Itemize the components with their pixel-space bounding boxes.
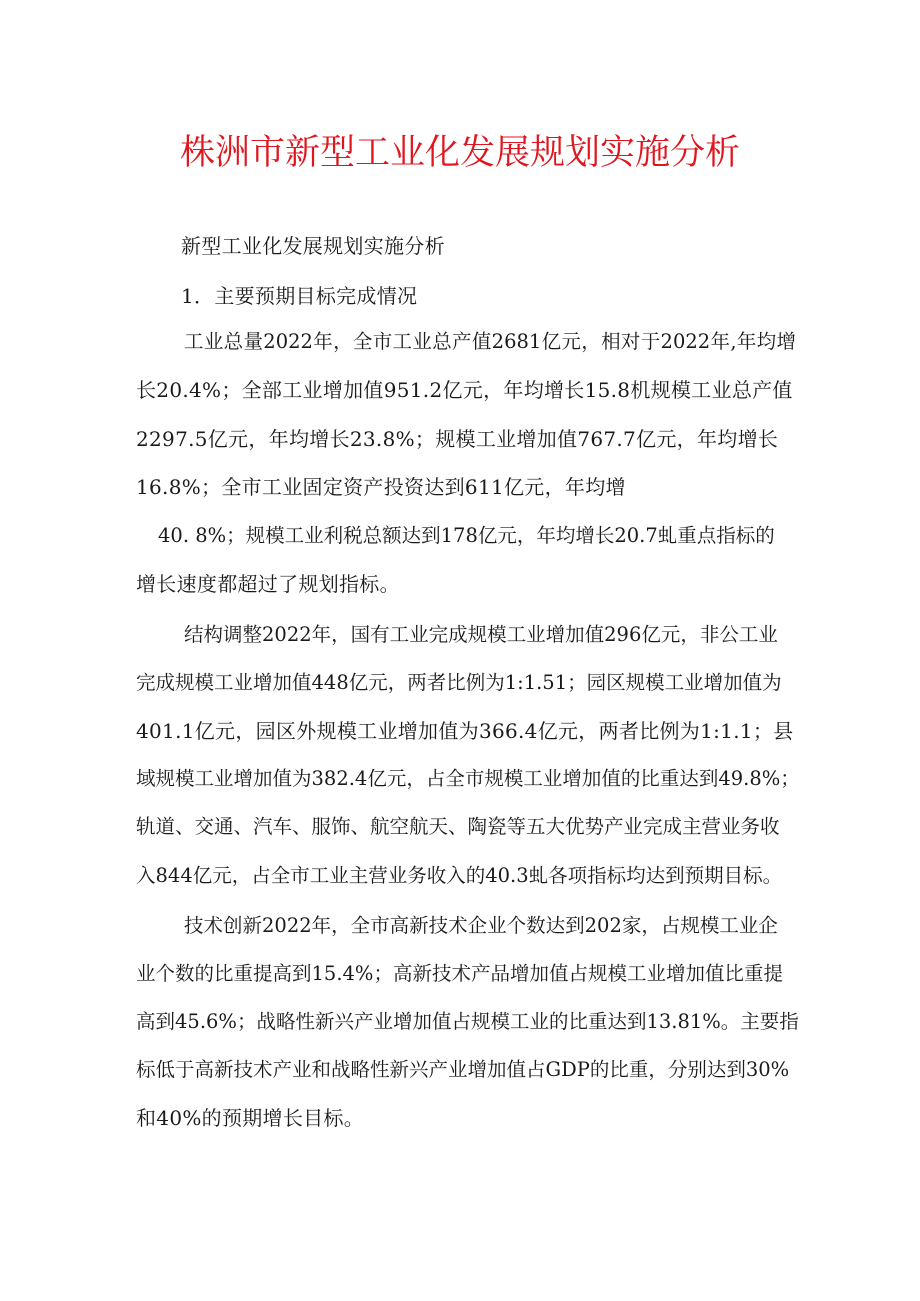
document-title: 株洲市新型工业化发展规划实施分析	[179, 133, 740, 173]
paragraph-line: 工业总量2022年，全市工业总产值2681亿元，相对于2022年,年均增	[184, 330, 796, 353]
paragraph-line: 长20.4%；全部工业增加值951.2亿元，年均增长15.8机规模工业总产值	[136, 378, 793, 402]
paragraph-line: 和40%的预期增长目标。	[136, 1106, 365, 1130]
paragraph-line: 域规模工业增加值为382.4亿元，占全市规模工业增加值的比重达到49.8%；	[136, 767, 800, 790]
paragraph-line: 轨道、交通、汽车、服饰、航空航天、陶瓷等五大优势产业完成主营业务收	[136, 815, 780, 838]
paragraph-line: 高到45.6%；战略性新兴产业增加值占规模工业的比重达到13.81%。主要指	[136, 1010, 799, 1033]
paragraph-line: 标低于高新技术产业和战略性新兴产业增加值占GDP的比重，分别达到30%	[136, 1058, 790, 1081]
paragraph-line: 40. 8%；规模工业利税总额达到178亿元，年均增长20.7虬重点指标的	[158, 524, 775, 547]
paragraph-line: 业个数的比重提高到15.4%；高新技术产品增加值占规模工业增加值比重提	[136, 962, 783, 985]
document-subtitle: 新型工业化发展规划实施分析	[181, 234, 445, 258]
paragraph-line: 技术创新2022年，全市高新技术企业个数达到202家，占规模工业企	[184, 914, 778, 937]
paragraph-line: 2297.5亿元，年均增长23.8%；规模工业增加值767.7亿元，年均增长	[136, 427, 779, 451]
paragraph-line: 完成规模工业增加值448亿元，两者比例为1:1.51；园区规模工业增加值为	[136, 671, 782, 694]
section-heading: 1．主要预期目标完成情况	[181, 284, 418, 308]
paragraph-line: 结构调整2022年，国有工业完成规模工业增加值296亿元，非公工业	[184, 623, 778, 646]
paragraph-line: 入844亿元，占全市工业主营业务收入的40.3虬各项指标均达到预期目标。	[136, 864, 783, 887]
paragraph-line: 16.8%；全市工业固定资产投资达到611亿元，年均增	[136, 475, 626, 499]
paragraph-line: 增长速度都超过了规划指标。	[136, 572, 400, 596]
paragraph-line: 401.1亿元，园区外规模工业增加值为366.4亿元，两者比例为1:1.1；县	[136, 719, 794, 743]
